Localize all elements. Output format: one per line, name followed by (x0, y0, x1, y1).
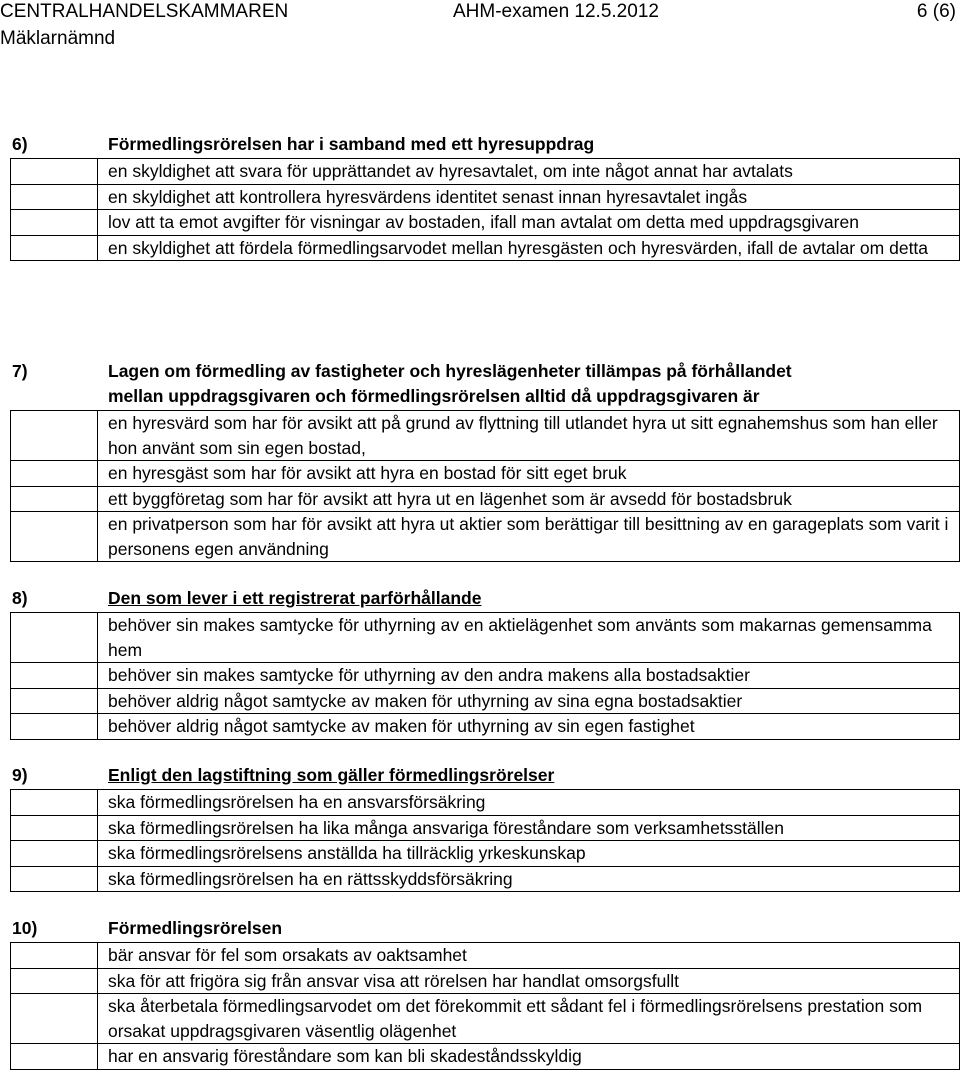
answer-text: en hyresgäst som har för avsikt att hyra en bostad för sitt eget bruk (98, 461, 960, 487)
question-title: Förmedlingsrörelsen (108, 918, 283, 938)
answer-checkbox[interactable] (11, 235, 98, 261)
answer-option (11, 461, 960, 487)
answer-text: en privatperson som har för avsikt att hyra ut aktier som berättigar till besittning av en garageplats som varit i personens egen användning (98, 512, 960, 562)
answer-options (10, 158, 960, 261)
answer-text: behöver sin makes samtycke för uthyrning av den andra makens alla bostadsaktier (98, 663, 960, 689)
answer-options (10, 942, 960, 1070)
answer-text: behöver sin makes samtycke för uthyrning av en aktielägenhet som använts som makarnas gemensamma hem (98, 613, 960, 663)
answer-text: en skyldighet att svara för upprättandet av hyresavtalet, om inte något annat har avtalats (98, 159, 960, 185)
question-number: 7) (12, 361, 28, 381)
answer-option (11, 968, 960, 994)
answer-checkbox[interactable] (11, 486, 98, 512)
question-header (0, 586, 960, 612)
answer-option (11, 663, 960, 689)
answer-option (11, 486, 960, 512)
board-name: Mäklarnämnd (0, 28, 116, 49)
answer-checkbox[interactable] (11, 159, 98, 185)
answer-option (11, 943, 960, 969)
answer-checkbox[interactable] (11, 866, 98, 892)
answer-checkbox[interactable] (11, 512, 98, 562)
answer-text: ska förmedlingsrörelsen ha lika många ansvariga föreståndare som verksamhetsställen (98, 815, 960, 841)
answer-text: behöver aldrig något samtycke av maken för uthyrning av sin egen fastighet (98, 714, 960, 740)
answer-text: en hyresvärd som har för avsikt att på grund av flyttning till utlandet hyra ut sitt egnahemshus som han eller hon använt som sin egen bostad, (98, 411, 960, 461)
answer-text: ska förmedlingsrörelsen ha en ansvarsförsäkring (98, 790, 960, 816)
answer-checkbox[interactable] (11, 411, 98, 461)
answer-option (11, 866, 960, 892)
answer-options (10, 410, 960, 562)
answer-checkbox[interactable] (11, 943, 98, 969)
question-header (0, 132, 960, 158)
answer-option (11, 841, 960, 867)
answer-option (11, 411, 960, 461)
question-8 (0, 586, 960, 740)
question-title: Förmedlingsrörelsen har i samband med ett hyresuppdrag (108, 134, 595, 154)
question-header (0, 916, 960, 942)
answer-text: ska förmedlingsrörelsen ha en rättsskyddsförsäkring (98, 866, 960, 892)
question-number: 9) (12, 765, 28, 785)
answer-checkbox[interactable] (11, 210, 98, 236)
answer-checkbox[interactable] (11, 968, 98, 994)
question-10 (0, 916, 960, 1070)
answer-text: en skyldighet att fördela förmedlingsarvodet mellan hyresgästen och hyresvärden, ifall de avtalar om detta (98, 235, 960, 261)
answer-option (11, 714, 960, 740)
answer-text: ska återbetala förmedlingsarvodet om det förekommit ett sådant fel i förmedlingsrörelsens prestation som orsakat uppdragsgivaren väsentlig olägenhet (98, 994, 960, 1044)
question-title: Den som lever i ett registrerat parförhållande (108, 588, 482, 608)
question-title-continued: mellan uppdragsgivaren och förmedlingsrörelsen alltid då uppdragsgivaren är (108, 386, 760, 406)
question-header (0, 763, 960, 789)
question-6 (0, 132, 960, 261)
question-9 (0, 763, 960, 892)
answer-text: ska för att frigöra sig från ansvar visa att rörelsen har handlat omsorgsfullt (98, 968, 960, 994)
question-number: 6) (12, 134, 28, 154)
answer-checkbox[interactable] (11, 994, 98, 1044)
organization-name: CENTRALHANDELSKAMMAREN (0, 1, 289, 22)
question-title: Lagen om förmedling av fastigheter och hyreslägenheter tillämpas på förhållandet (108, 361, 792, 381)
answer-checkbox[interactable] (11, 841, 98, 867)
answer-options (10, 789, 960, 892)
answer-text: behöver aldrig något samtycke av maken för uthyrning av sina egna bostadsaktier (98, 688, 960, 714)
answer-checkbox[interactable] (11, 815, 98, 841)
exam-title: AHM-examen 12.5.2012 (453, 1, 659, 22)
answer-checkbox[interactable] (11, 714, 98, 740)
question-title: Enligt den lagstiftning som gäller förmedlingsrörelser (108, 765, 555, 785)
answer-option (11, 994, 960, 1044)
question-7 (0, 359, 960, 562)
answer-option (11, 512, 960, 562)
answer-option (11, 184, 960, 210)
answer-text: lov att ta emot avgifter för visningar av bostaden, ifall man avtalat om detta med uppdragsgivaren (98, 210, 960, 236)
question-header (0, 359, 960, 410)
answer-text: en skyldighet att kontrollera hyresvärdens identitet senast innan hyresavtalet ingås (98, 184, 960, 210)
answer-option (11, 159, 960, 185)
answer-options (10, 612, 960, 740)
answer-checkbox[interactable] (11, 688, 98, 714)
answer-checkbox[interactable] (11, 790, 98, 816)
answer-text: ett byggföretag som har för avsikt att hyra ut en lägenhet som är avsedd för bostadsbruk (98, 486, 960, 512)
answer-checkbox[interactable] (11, 613, 98, 663)
answer-checkbox[interactable] (11, 663, 98, 689)
answer-option (11, 790, 960, 816)
answer-text: bär ansvar för fel som orsakats av oaktsamhet (98, 943, 960, 969)
answer-checkbox[interactable] (11, 461, 98, 487)
answer-option (11, 1044, 960, 1070)
answer-option (11, 815, 960, 841)
answer-checkbox[interactable] (11, 1044, 98, 1070)
answer-option (11, 235, 960, 261)
question-number: 10) (12, 918, 38, 938)
answer-text: har en ansvarig föreståndare som kan bli skadeståndsskyldig (98, 1044, 960, 1070)
page-header (0, 0, 960, 60)
question-number: 8) (12, 588, 28, 608)
answer-option (11, 210, 960, 236)
answer-option (11, 688, 960, 714)
answer-checkbox[interactable] (11, 184, 98, 210)
answer-text: ska förmedlingsrörelsens anställda ha tillräcklig yrkeskunskap (98, 841, 960, 867)
answer-option (11, 613, 960, 663)
page-number: 6 (6) (916, 1, 956, 22)
